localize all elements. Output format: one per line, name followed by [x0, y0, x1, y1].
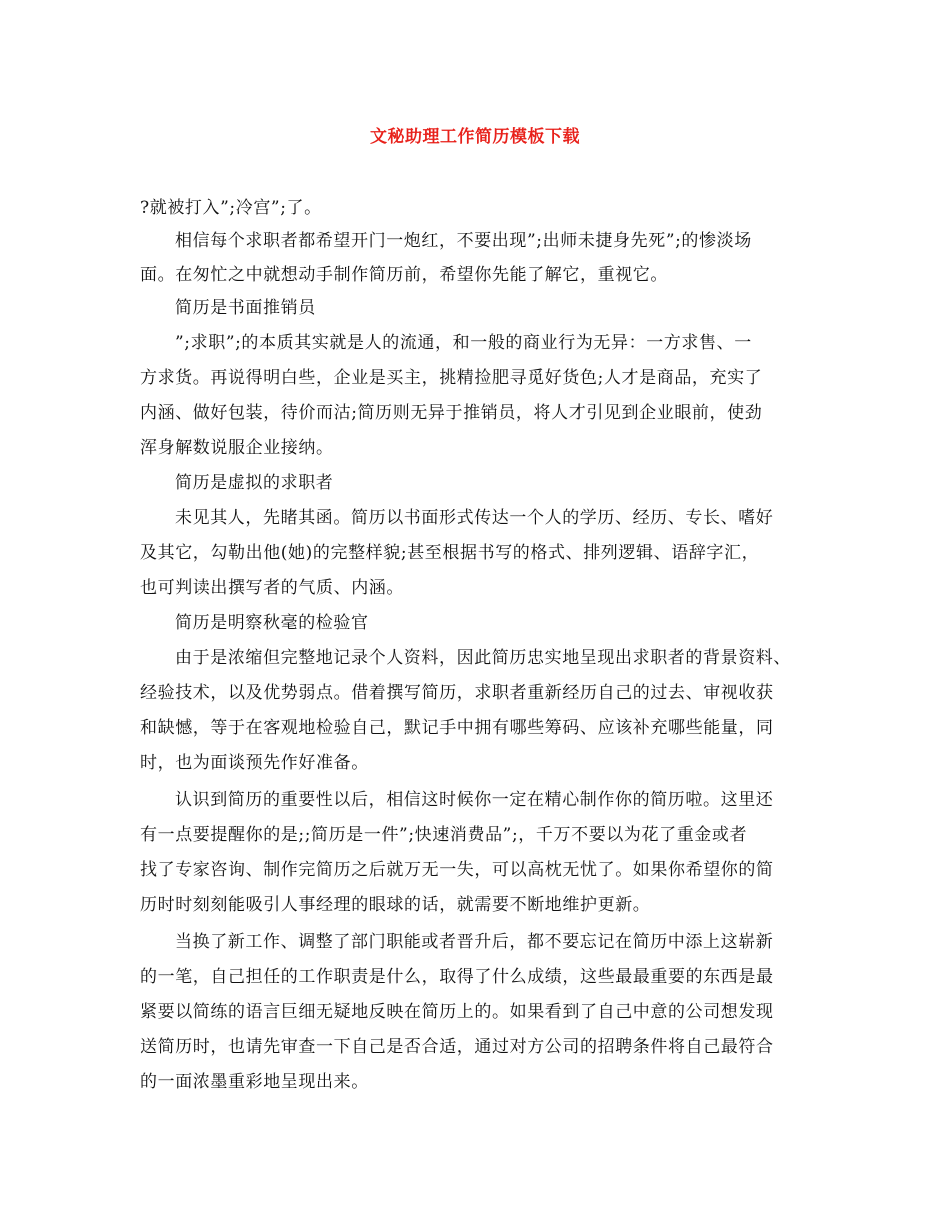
text-line: 浑身解数说服企业接纳。	[140, 438, 334, 458]
text-line: 也可判读出撰写者的气质、内涵。	[140, 578, 404, 598]
text-line: 未见其人，先睹其函。简历以书面形式传达一个人的学历、经历、专长、嗜好	[175, 508, 774, 528]
text-line: 紧要以简练的语言巨细无疑地反映在简历上的。如果看到了自己中意的公司想发现	[140, 1002, 774, 1022]
section-heading: 简历是虚拟的求职者	[175, 473, 334, 493]
text-line: 由于是浓缩但完整地记录个人资料，因此简历忠实地呈现出求职者的背景资料、	[175, 648, 791, 668]
text-line: 时，也为面谈预先作好准备。	[140, 753, 369, 773]
text-line: 及其它，勾勒出他(她)的完整样貌;甚至根据书写的格式、排列逻辑、语辞字汇，	[140, 543, 760, 563]
text-line: 的一面浓墨重彩地呈现出来。	[140, 1072, 369, 1092]
text-line: 内涵、做好包装，待价而沽;简历则无异于推销员，将人才引见到企业眼前，使劲	[140, 403, 763, 423]
section-heading: 简历是明察秋毫的检验官	[175, 613, 369, 633]
section-heading: 简历是书面推销员	[175, 298, 316, 318]
text-line: 相信每个求职者都希望开门一炮红，不要出现”;出师未捷身先死”;的惨淡场	[175, 231, 752, 251]
text-line: 有一点要提醒你的是;;简历是一件”;快速消费品”;，千万不要以为花了重金或者	[140, 825, 748, 845]
text-line: ”;求职”;的本质其实就是人的流通，和一般的商业行为无异：一方求售、一	[175, 333, 752, 353]
text-line: 认识到简历的重要性以后，相信这时候你一定在精心制作你的简历啦。这里还	[175, 790, 774, 810]
text-line: 的一笔，自己担任的工作职责是什么，取得了什么成绩，这些最最重要的东西是最	[140, 967, 774, 987]
text-line: 送简历时，也请先审查一下自己是否合适，通过对方公司的招聘条件将自己最符合	[140, 1037, 774, 1057]
text-line: 方求货。再说得明白些，企业是买主，挑精捡肥寻觅好货色;人才是商品，充实了	[140, 368, 763, 388]
text-line: 历时时刻刻能吸引人事经理的眼球的话，就需要不断地维护更新。	[140, 895, 651, 915]
text-line: 经验技术，以及优势弱点。借着撰写简历，求职者重新经历自己的过去、审视收获	[140, 683, 774, 703]
text-line: 面。在匆忙之中就想动手制作简历前，希望你先能了解它，重视它。	[140, 265, 668, 285]
document-title: 文秘助理工作简历模板下载	[370, 127, 580, 147]
text-line: 当换了新工作、调整了部门职能或者晋升后，都不要忘记在简历中添上这崭新	[175, 932, 774, 952]
text-line: 和缺憾，等于在客观地检验自己，默记手中拥有哪些筹码、应该补充哪些能量，同	[140, 718, 774, 738]
text-line: ?就被打入”;冷宫”;了。	[140, 198, 322, 218]
text-line: 找了专家咨询、制作完简历之后就万无一失，可以高枕无忧了。如果你希望你的简	[140, 860, 774, 880]
